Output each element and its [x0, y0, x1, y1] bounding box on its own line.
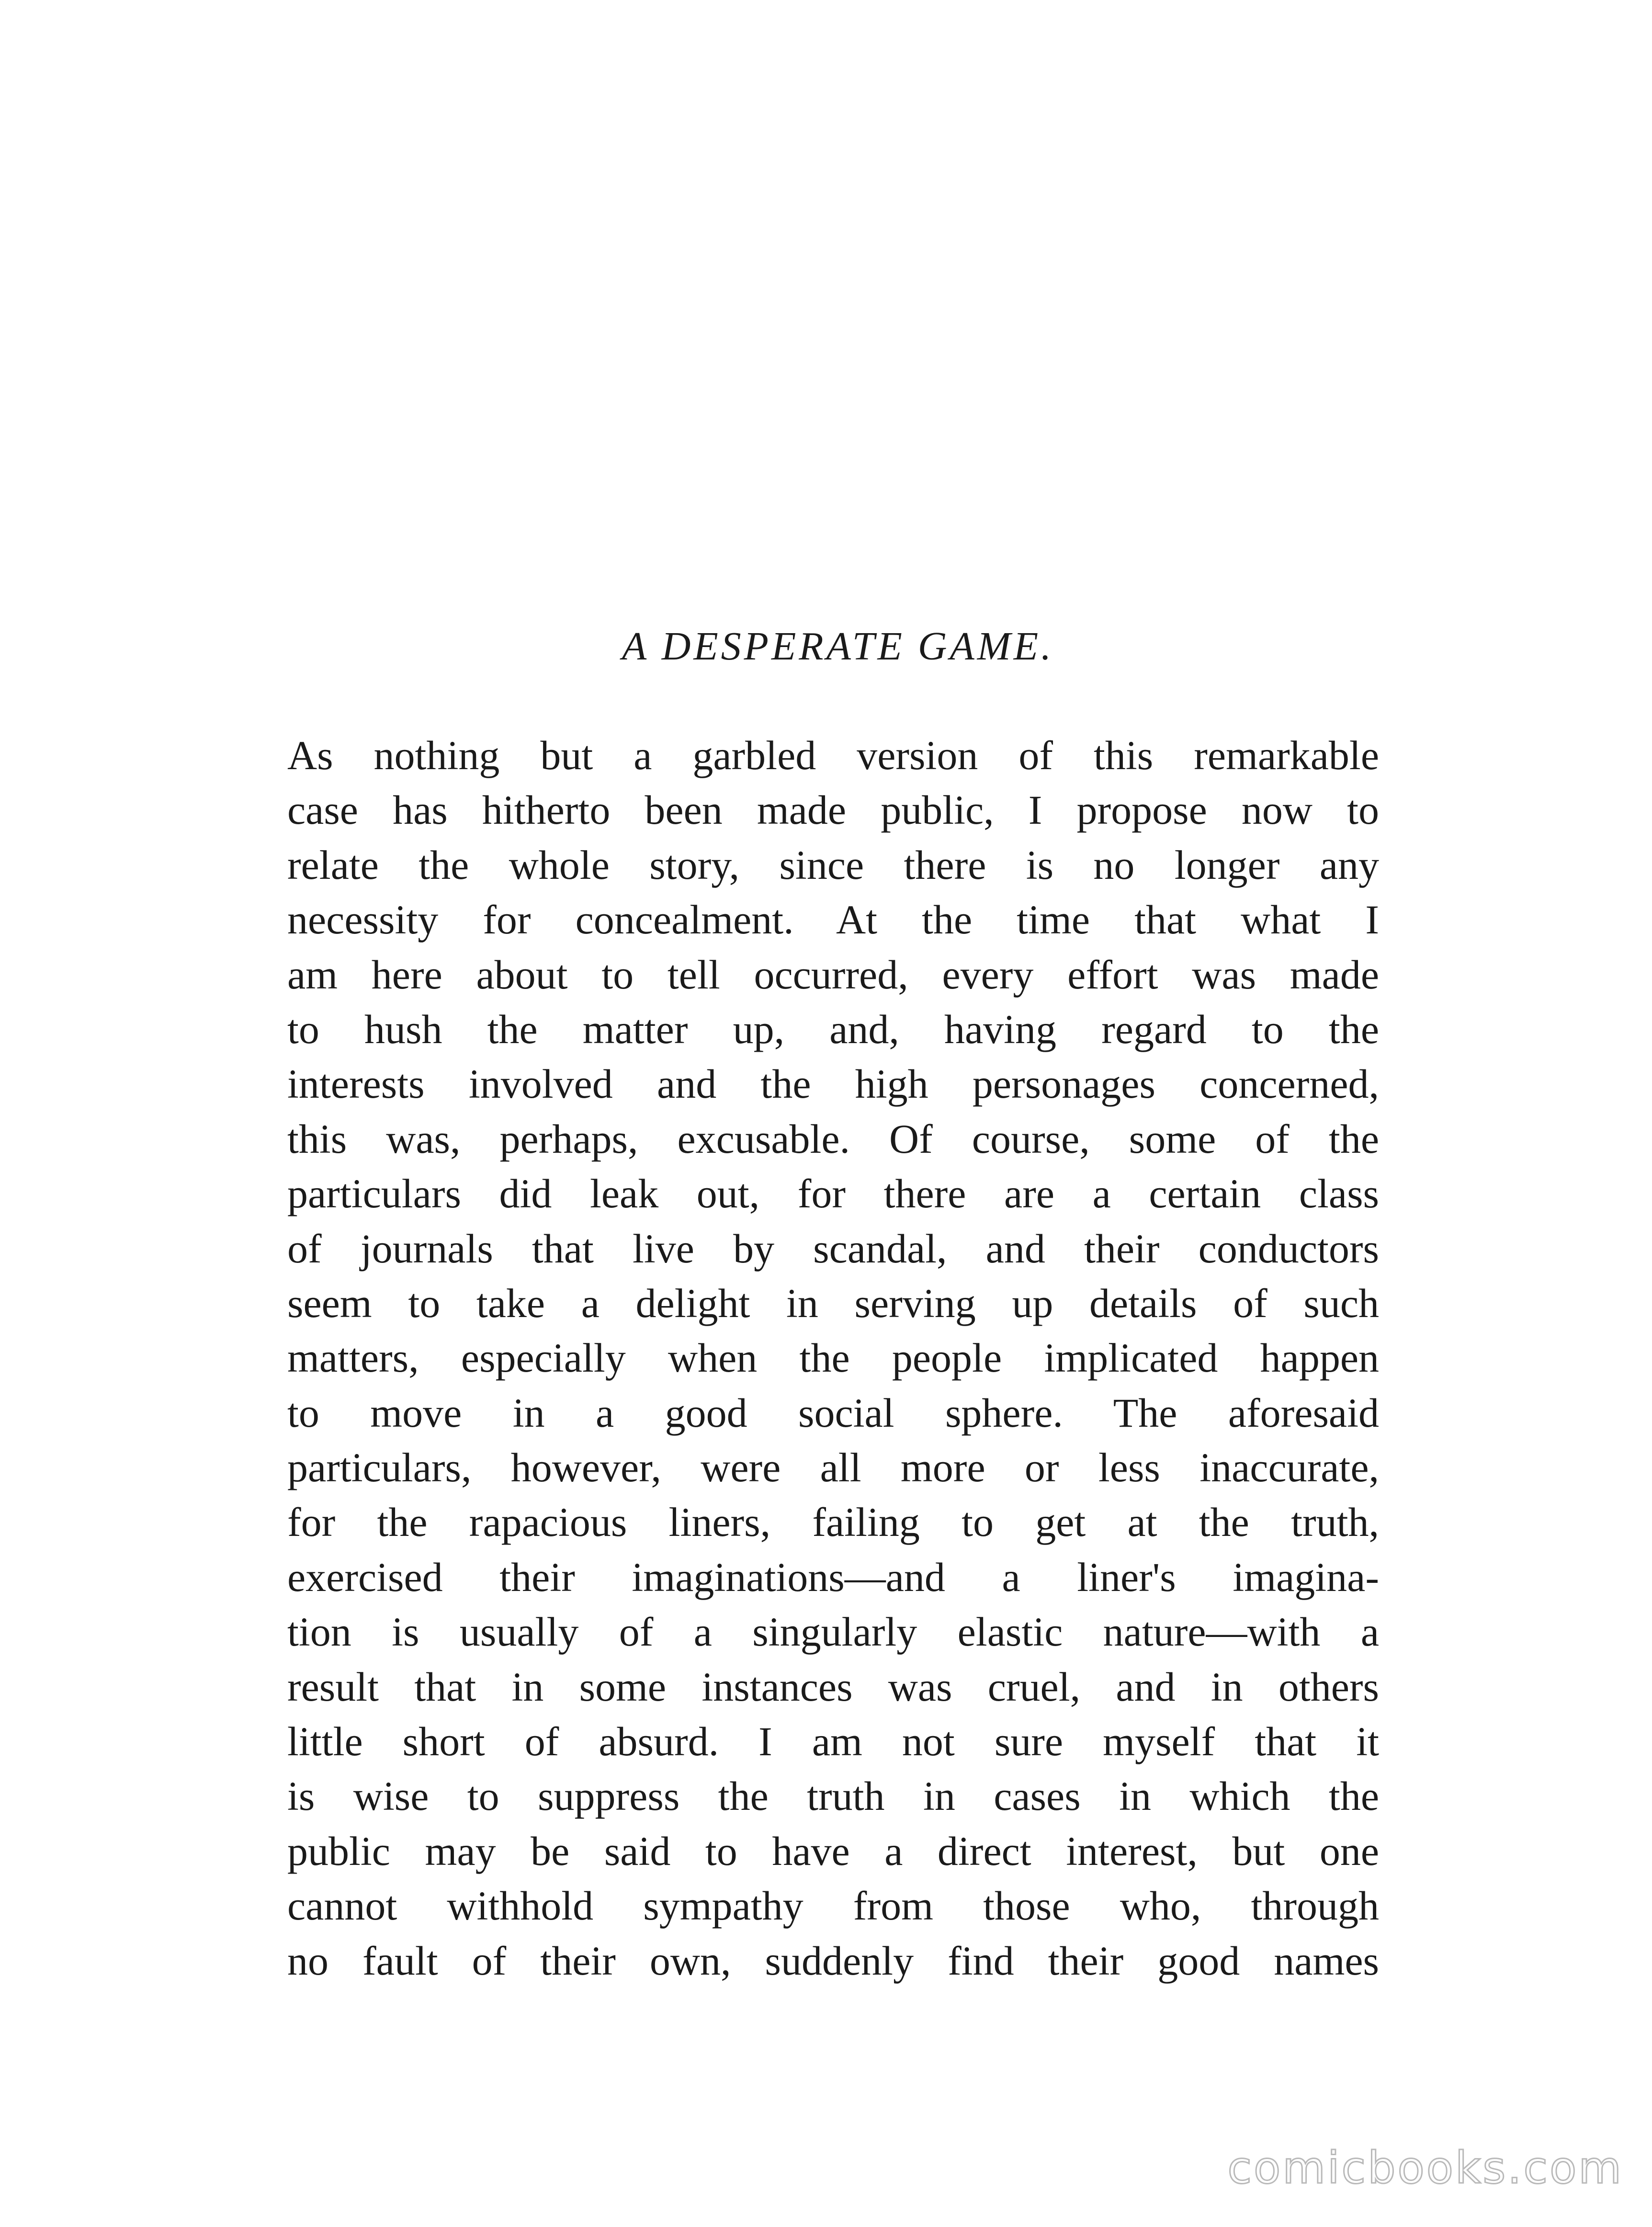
text-line: particulars did leak out, for there are a certain class — [287, 1170, 1379, 1217]
chapter-title: A DESPERATE GAME. — [622, 624, 1054, 669]
text-line: no fault of their own, suddenly find their good names — [287, 1937, 1379, 1984]
text-line: case has hitherto been made public, I propose now to — [287, 787, 1379, 833]
text-line: tion is usually of a singularly elastic nature—with a — [287, 1609, 1379, 1655]
text-line: exercised their imaginations—and a liner's imagina- — [287, 1554, 1379, 1600]
text-line: little short of absurd. I am not sure myself that it — [287, 1718, 1379, 1765]
text-line: relate the whole story, since there is no longer any — [287, 841, 1379, 888]
watermark-logo: comicbooks.com — [1227, 2142, 1623, 2193]
text-line: matters, especially when the people implicated happen — [287, 1335, 1379, 1381]
text-line: of journals that live by scandal, and their conductors — [287, 1225, 1379, 1272]
text-line: result that in some instances was cruel, and in others — [287, 1663, 1379, 1710]
text-line: As nothing but a garbled version of this remarkable — [287, 732, 1379, 778]
text-line: necessity for concealment. At the time that what I — [287, 897, 1379, 943]
text-line: cannot withhold sympathy from those who, through — [287, 1883, 1379, 1929]
text-line: public may be said to have a direct interest, but one — [287, 1828, 1379, 1874]
body-text — [287, 728, 1379, 1988]
text-line: to hush the matter up, and, having regard to the — [287, 1006, 1379, 1052]
text-line: this was, perhaps, excusable. Of course, some of the — [287, 1115, 1379, 1162]
text-line: am here about to tell occurred, every effort was made — [287, 951, 1379, 998]
text-line: interests involved and the high personages concerned, — [287, 1061, 1379, 1107]
text-line: seem to take a delight in serving up details of such — [287, 1280, 1379, 1326]
text-line: to move in a good social sphere. The aforesaid — [287, 1389, 1379, 1436]
text-line: is wise to suppress the truth in cases in which the — [287, 1773, 1379, 1819]
text-line: for the rapacious liners, failing to get at the truth, — [287, 1499, 1379, 1545]
text-line: particulars, however, were all more or less inaccurate, — [287, 1444, 1379, 1491]
